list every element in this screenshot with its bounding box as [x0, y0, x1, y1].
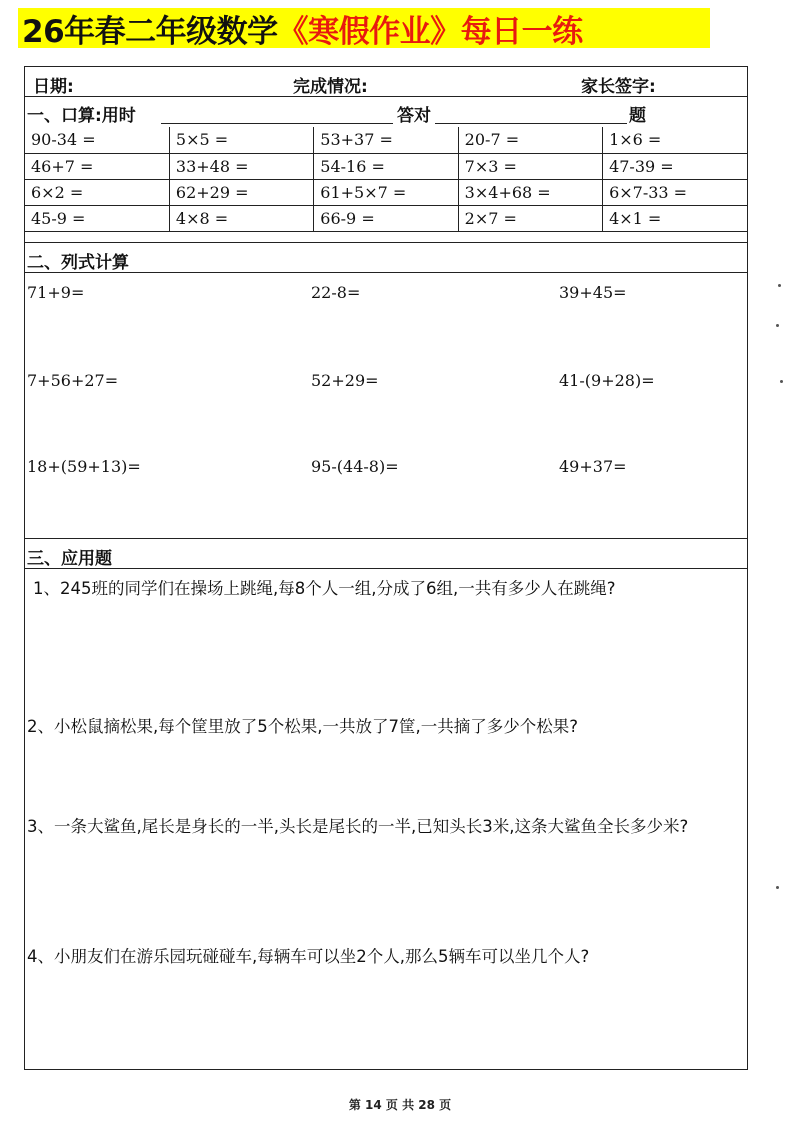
- grid-cell: 6×7-33 =: [603, 179, 747, 205]
- calc-item: 71+9=: [27, 283, 85, 302]
- scan-speck: [780, 380, 783, 383]
- grid-cell: 20-7 =: [458, 127, 602, 153]
- grid-cell: 45-9 =: [25, 205, 169, 231]
- calc-item: 49+37=: [559, 457, 627, 476]
- grid-cell: 90-34 =: [25, 127, 169, 153]
- correct-label: 答对: [397, 106, 431, 126]
- questions-unit: 题: [629, 106, 646, 126]
- time-blank[interactable]: [161, 101, 393, 124]
- title-daily: 每日一练: [460, 13, 583, 50]
- grid-cell: 1×6 =: [603, 127, 747, 153]
- scan-speck: [778, 284, 781, 287]
- worksheet-sheet: [24, 66, 748, 1070]
- word-problem: 2、小松鼠摘松果,每个筐里放了5个松果,一共放了7筐,一共摘了多少个松果?: [27, 717, 578, 736]
- mental-math-grid: [25, 127, 747, 232]
- grid-cell: 54-16 =: [314, 153, 458, 179]
- worksheet-title: [18, 8, 710, 48]
- mental-math-heading: 一、口算:用时: [27, 106, 136, 126]
- word-problems-heading: 三、应用题: [27, 549, 112, 569]
- calc-item: 22-8=: [311, 283, 361, 302]
- scan-speck: [776, 886, 779, 889]
- grid-cell: 61+5×7 =: [314, 179, 458, 205]
- grid-row: [25, 205, 747, 231]
- info-row: [25, 67, 747, 97]
- status-label: 完成情况:: [293, 77, 368, 97]
- word-problem: 3、一条大鲨鱼,尾长是身长的一半,头长是尾长的一半,已知头长3米,这条大鲨鱼全长多少米?: [27, 817, 689, 836]
- written-calc-header: [25, 243, 747, 273]
- grid-cell: 4×1 =: [603, 205, 747, 231]
- grid-cell: 3×4+68 =: [458, 179, 602, 205]
- grid-cell: 66-9 =: [314, 205, 458, 231]
- grid-row: [25, 127, 747, 153]
- grid-cell: 4×8 =: [169, 205, 313, 231]
- written-calc-heading: 二、列式计算: [27, 253, 129, 273]
- grid-cell: 62+29 =: [169, 179, 313, 205]
- grid-cell: 47-39 =: [603, 153, 747, 179]
- calc-item: 95-(44-8)=: [311, 457, 399, 476]
- calc-item: 7+56+27=: [27, 371, 119, 390]
- title-grade: 26年春二年级数学: [22, 13, 278, 50]
- calc-item: 52+29=: [311, 371, 379, 390]
- grid-cell: 6×2 =: [25, 179, 169, 205]
- calc-item: 39+45=: [559, 283, 627, 302]
- grid-row: [25, 179, 747, 205]
- calc-item: 18+(59+13)=: [27, 457, 141, 476]
- grid-cell: 53+37 =: [314, 127, 458, 153]
- word-problem: 4、小朋友们在游乐园玩碰碰车,每辆车可以坐2个人,那么5辆车可以坐几个人?: [27, 947, 590, 966]
- grid-row: [25, 153, 747, 179]
- scan-speck: [776, 324, 779, 327]
- grid-cell: 2×7 =: [458, 205, 602, 231]
- page-number: 第 14 页 共 28 页: [348, 1098, 452, 1112]
- correct-count-blank[interactable]: [435, 101, 627, 124]
- word-problems-header: [25, 539, 747, 569]
- mental-math-header: [25, 97, 747, 127]
- grid-cell: 33+48 =: [169, 153, 313, 179]
- grid-cell: 46+7 =: [25, 153, 169, 179]
- word-problem: 1、245班的同学们在操场上跳绳,每8个人一组,分成了6组,一共有多少人在跳绳?: [33, 579, 616, 598]
- grid-cell: 5×5 =: [169, 127, 313, 153]
- calc-item: 41-(9+28)=: [559, 371, 655, 390]
- title-homework: 《寒假作业》: [277, 13, 461, 50]
- grid-cell: 7×3 =: [458, 153, 602, 179]
- parent-signature-label: 家长签字:: [581, 77, 656, 97]
- date-label: 日期:: [33, 77, 74, 97]
